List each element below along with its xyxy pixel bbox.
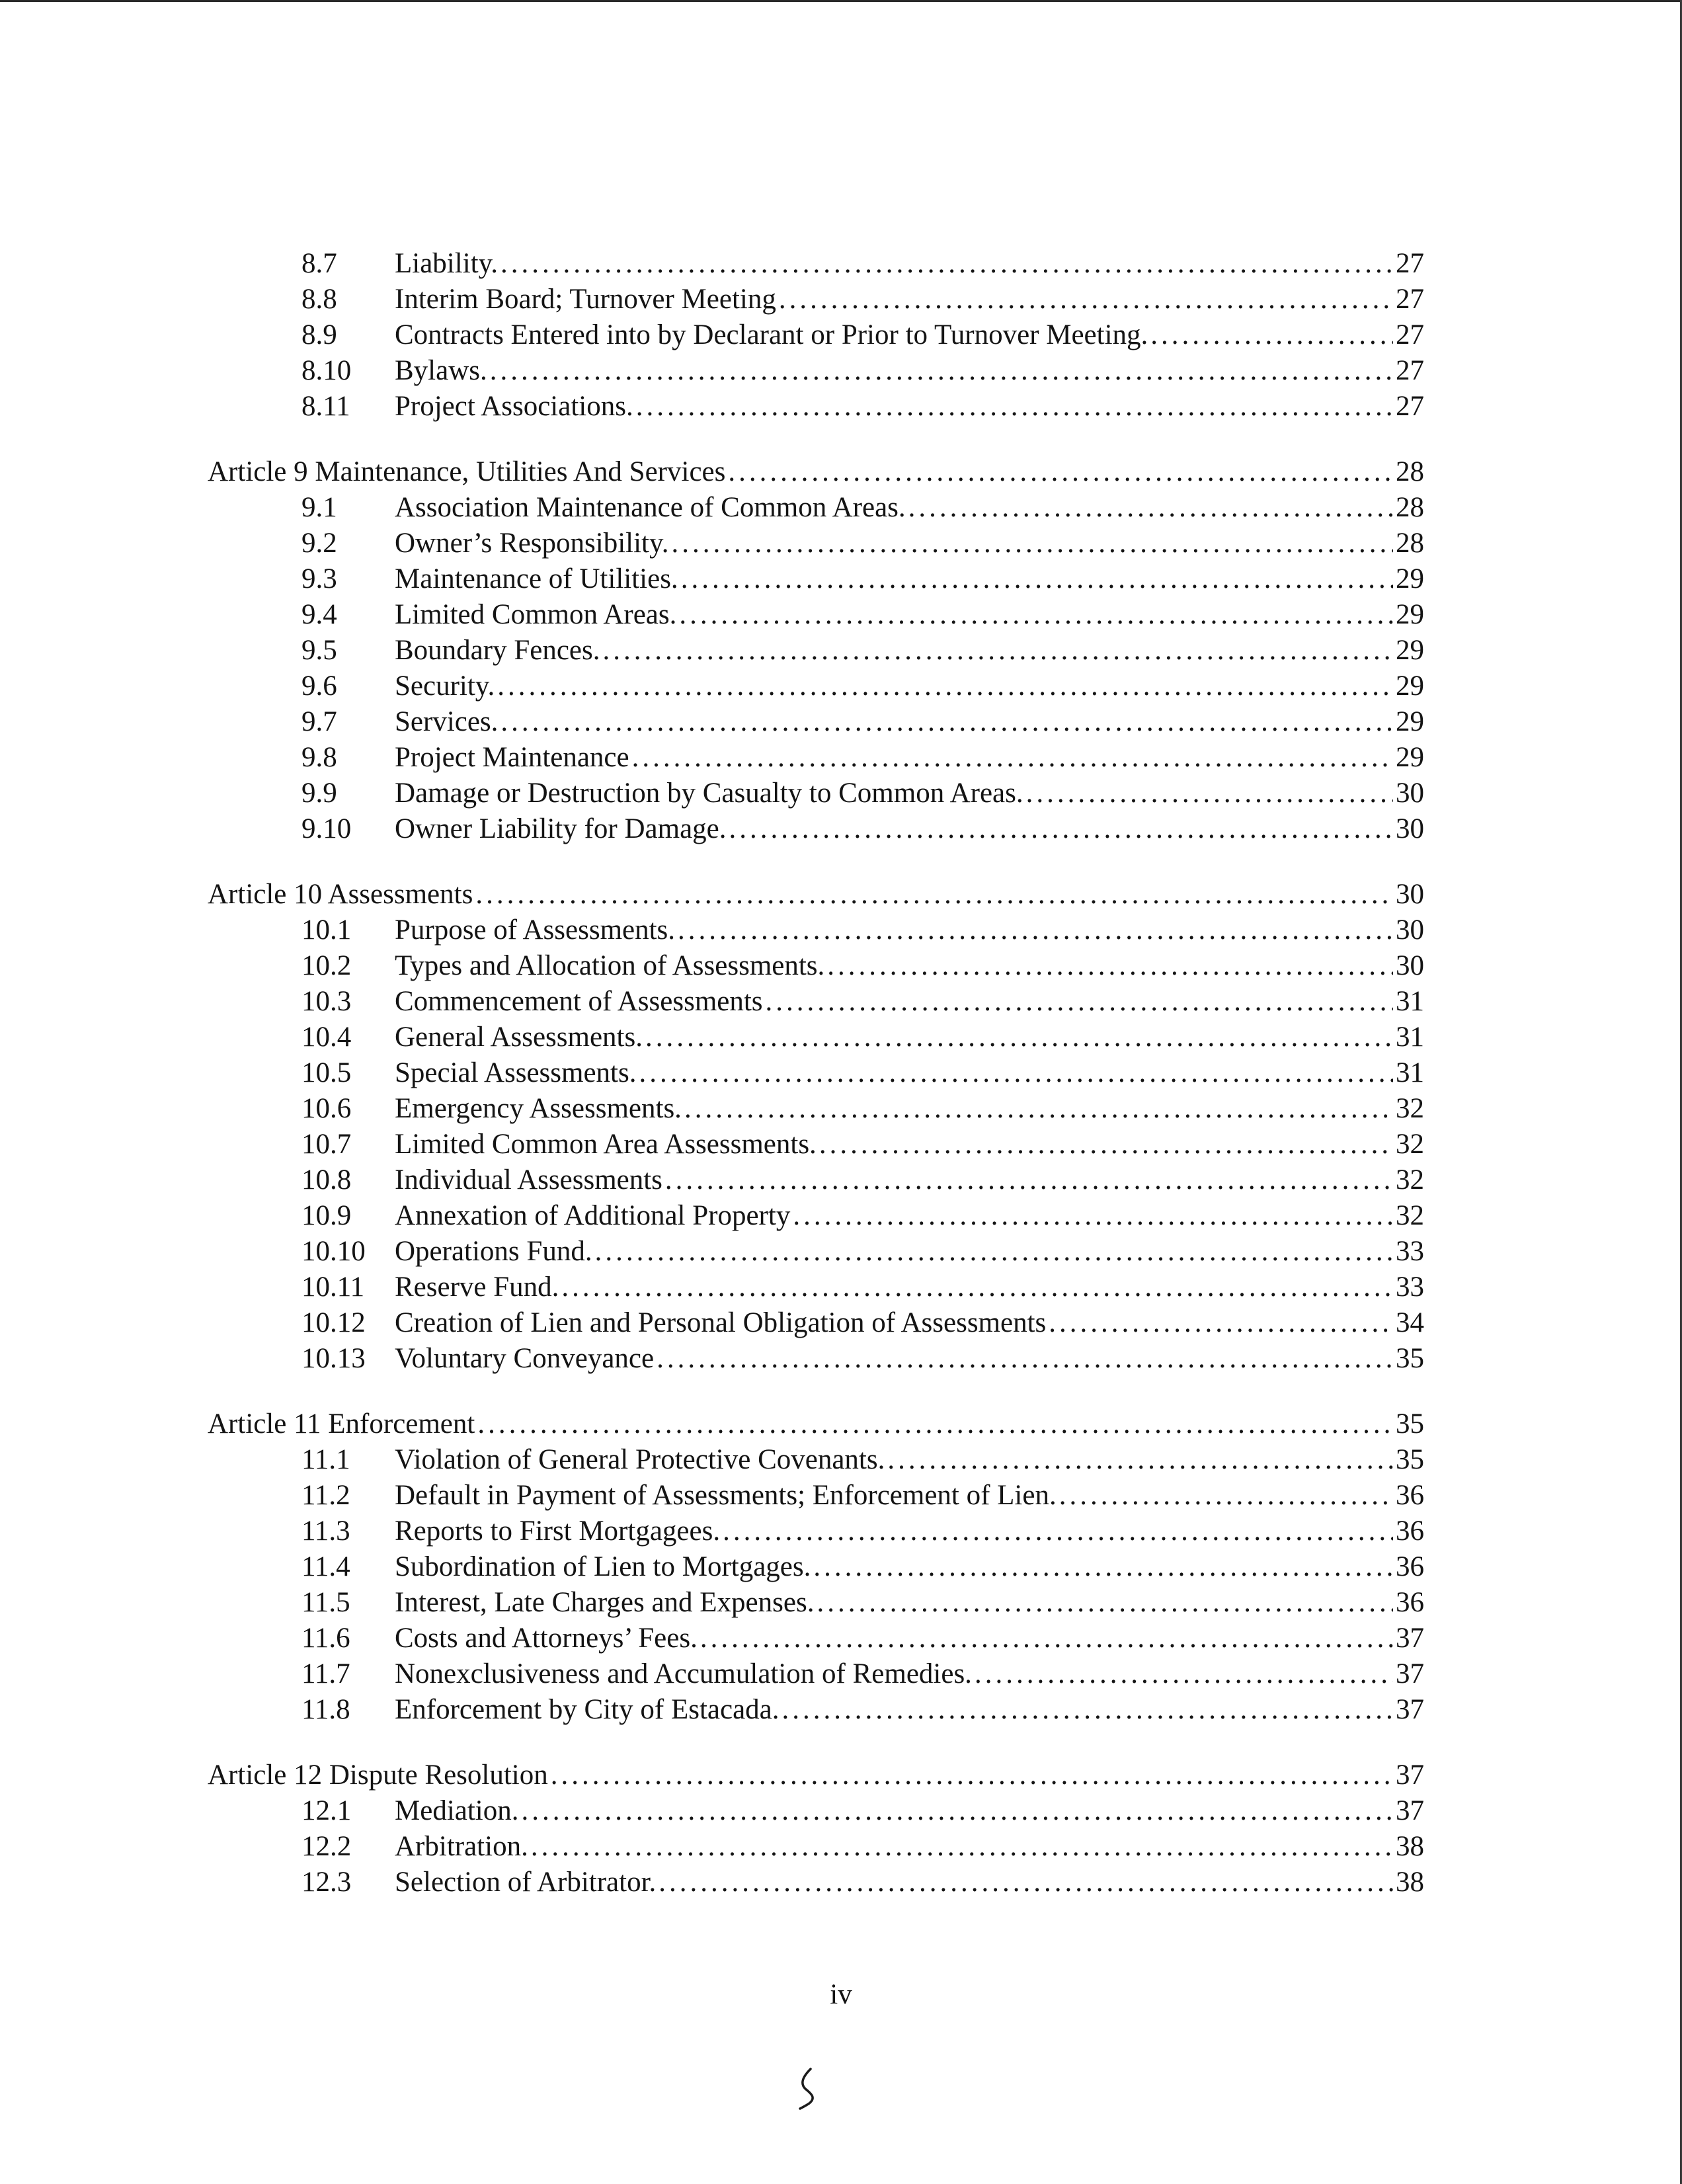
- section-title: Interest, Late Charges and Expenses.: [395, 1587, 815, 1618]
- toc-entry: [208, 633, 1424, 668]
- dot-leader: [475, 877, 1393, 912]
- article-page-number: 35: [1396, 1408, 1424, 1439]
- section-page-number: 29: [1396, 670, 1424, 702]
- section-number: 12.2: [301, 1831, 352, 1862]
- section-title: Owner Liability for Damage.: [395, 813, 727, 844]
- section-page-number: 27: [1396, 284, 1424, 315]
- section-page-number: 37: [1396, 1658, 1424, 1689]
- section-title: Purpose of Assessments.: [395, 914, 676, 946]
- article-heading: [208, 1758, 1424, 1793]
- section-number: 10.5: [301, 1057, 352, 1088]
- section-page-number: 30: [1396, 914, 1424, 946]
- dot-leader: [603, 633, 1394, 668]
- dot-leader: [813, 1549, 1393, 1585]
- section-title: Interim Board; Turnover Meeting: [395, 284, 776, 315]
- section-number: 8.9: [301, 319, 337, 350]
- dot-leader: [522, 1793, 1394, 1829]
- toc-entry: [208, 668, 1424, 704]
- section-page-number: 36: [1396, 1480, 1424, 1511]
- section-page-number: 31: [1396, 986, 1424, 1017]
- section-page-number: 27: [1396, 248, 1424, 279]
- toc-entry: [208, 246, 1424, 282]
- section-title: Annexation of Additional Property: [395, 1200, 791, 1231]
- section-page-number: 28: [1396, 492, 1424, 523]
- section-number: 11.4: [301, 1551, 350, 1582]
- toc-entry: [208, 1442, 1424, 1478]
- section-title: Project Maintenance: [395, 742, 629, 773]
- section-page-number: 32: [1396, 1093, 1424, 1124]
- toc-entry: [208, 561, 1424, 597]
- dot-leader: [678, 912, 1393, 948]
- section-page-number: 30: [1396, 813, 1424, 844]
- dot-leader: [497, 668, 1393, 704]
- section-number: 10.9: [301, 1200, 352, 1231]
- dot-leader: [477, 1406, 1393, 1442]
- section-page-number: 27: [1396, 391, 1424, 422]
- dot-leader: [659, 1865, 1393, 1900]
- section-number: 9.10: [301, 813, 352, 844]
- article-page-number: 28: [1396, 456, 1424, 487]
- section-title: Operations Fund.: [395, 1236, 592, 1267]
- toc-entry: [208, 1549, 1424, 1585]
- section-title: Services.: [395, 706, 499, 737]
- section-number: 8.10: [301, 355, 352, 386]
- section-title: Nonexclusiveness and Accumulation of Remedies.: [395, 1658, 972, 1689]
- toc-entry: [208, 353, 1424, 389]
- toc-section: [208, 877, 1424, 1377]
- toc-entry: [208, 1478, 1424, 1514]
- section-page-number: 32: [1396, 1200, 1424, 1231]
- section-number: 12.1: [301, 1795, 352, 1826]
- section-page-number: 30: [1396, 950, 1424, 981]
- article-page-number: 37: [1396, 1759, 1424, 1791]
- section-number: 11.1: [301, 1444, 350, 1475]
- dot-leader: [501, 704, 1393, 740]
- toc-entry: [208, 490, 1424, 526]
- section-page-number: 35: [1396, 1444, 1424, 1475]
- section-title: Bylaws.: [395, 355, 487, 386]
- section-title: Boundary Fences.: [395, 635, 600, 666]
- section-page-number: 35: [1396, 1343, 1424, 1374]
- section-title: Contracts Entered into by Declarant or Prior to Turnover Meeting.: [395, 319, 1148, 350]
- toc-entry: [208, 1305, 1424, 1341]
- toc-entry: [208, 1514, 1424, 1549]
- section-title: Commencement of Assessments: [395, 986, 763, 1017]
- article-title: Article 9 Maintenance, Utilities And Services: [208, 456, 726, 487]
- section-page-number: 33: [1396, 1272, 1424, 1303]
- section-number: 11.6: [301, 1623, 350, 1654]
- dot-leader: [779, 282, 1393, 317]
- section-number: 10.7: [301, 1129, 352, 1160]
- dot-leader: [1150, 317, 1393, 353]
- dot-leader: [684, 1091, 1393, 1127]
- scan-border-top: [0, 0, 1682, 2]
- toc-entry: [208, 1234, 1424, 1270]
- section-number: 11.2: [301, 1480, 350, 1511]
- section-title: Default in Payment of Assessments; Enforcement of Lien.: [395, 1480, 1057, 1511]
- dot-leader: [908, 490, 1393, 526]
- section-number: 10.3: [301, 986, 352, 1017]
- dot-leader: [681, 561, 1393, 597]
- section-page-number: 30: [1396, 778, 1424, 809]
- section-title: Arbitration.: [395, 1831, 528, 1862]
- toc-entry: [208, 1692, 1424, 1728]
- section-title: Association Maintenance of Common Areas.: [395, 492, 906, 523]
- section-page-number: 37: [1396, 1623, 1424, 1654]
- section-title: Creation of Lien and Personal Obligation of Assessments: [395, 1307, 1047, 1338]
- section-title: Limited Common Areas.: [395, 599, 677, 630]
- section-title: Damage or Destruction by Casualty to Common Areas.: [395, 778, 1023, 809]
- section-number: 9.8: [301, 742, 337, 773]
- toc-entry: [208, 1162, 1424, 1198]
- dot-leader: [827, 948, 1393, 984]
- toc-entry: [208, 740, 1424, 776]
- toc-entry: [208, 317, 1424, 353]
- section-number: 10.8: [301, 1164, 352, 1195]
- dot-leader: [657, 1341, 1393, 1377]
- section-title: Security.: [395, 670, 495, 702]
- toc-entry: [208, 1829, 1424, 1865]
- dot-leader: [501, 246, 1393, 282]
- dot-leader: [766, 984, 1393, 1020]
- section-number: 11.3: [301, 1516, 350, 1547]
- dot-leader: [729, 811, 1394, 847]
- dot-leader: [1059, 1478, 1393, 1514]
- dot-leader: [490, 353, 1393, 389]
- toc-entry: [208, 1020, 1424, 1055]
- dot-leader: [723, 1514, 1393, 1549]
- section-number: 11.5: [301, 1587, 350, 1618]
- section-title: Types and Allocation of Assessments.: [395, 950, 825, 981]
- section-title: General Assessments.: [395, 1022, 643, 1053]
- section-title: Subordination of Lien to Mortgages.: [395, 1551, 811, 1582]
- toc-entry: [208, 597, 1424, 633]
- dot-leader: [639, 1055, 1393, 1091]
- dot-leader: [632, 740, 1393, 776]
- section-title: Maintenance of Utilities.: [395, 563, 678, 594]
- section-page-number: 37: [1396, 1694, 1424, 1725]
- toc-entry: [208, 1585, 1424, 1621]
- dot-leader: [887, 1442, 1393, 1478]
- section-number: 9.2: [301, 528, 337, 559]
- section-number: 9.7: [301, 706, 337, 737]
- section-page-number: 29: [1396, 599, 1424, 630]
- toc-entry: [208, 1865, 1424, 1900]
- section-number: 10.4: [301, 1022, 352, 1053]
- section-title: Reserve Fund.: [395, 1272, 559, 1303]
- dot-leader: [645, 1020, 1393, 1055]
- dot-leader: [671, 526, 1393, 561]
- toc-entry: [208, 1656, 1424, 1692]
- section-number: 12.3: [301, 1867, 352, 1898]
- dot-leader: [975, 1656, 1393, 1692]
- section-title: Individual Assessments: [395, 1164, 662, 1195]
- section-title: Limited Common Area Assessments.: [395, 1129, 817, 1160]
- section-number: 9.4: [301, 599, 337, 630]
- section-number: 8.7: [301, 248, 337, 279]
- section-title: Owner’s Responsibility.: [395, 528, 669, 559]
- section-number: 10.11: [301, 1272, 365, 1303]
- section-page-number: 27: [1396, 319, 1424, 350]
- section-title: Mediation.: [395, 1795, 519, 1826]
- section-page-number: 31: [1396, 1022, 1424, 1053]
- section-title: Enforcement by City of Estacada.: [395, 1694, 780, 1725]
- article-heading: [208, 877, 1424, 912]
- section-page-number: 29: [1396, 563, 1424, 594]
- toc-section: [208, 454, 1424, 847]
- section-title: Violation of General Protective Covenants.: [395, 1444, 885, 1475]
- section-page-number: 29: [1396, 706, 1424, 737]
- dot-leader: [728, 454, 1393, 490]
- section-number: 10.2: [301, 950, 352, 981]
- article-heading: [208, 454, 1424, 490]
- section-number: 10.10: [301, 1236, 366, 1267]
- toc-entry: [208, 811, 1424, 847]
- section-page-number: 27: [1396, 355, 1424, 386]
- section-number: 11.7: [301, 1658, 350, 1689]
- section-number: 9.9: [301, 778, 337, 809]
- dot-leader: [636, 389, 1393, 425]
- section-page-number: 29: [1396, 742, 1424, 773]
- dot-leader: [793, 1198, 1393, 1234]
- dot-leader: [782, 1692, 1394, 1728]
- table-of-contents: [208, 246, 1424, 1930]
- section-title: Selection of Arbitrator.: [395, 1867, 657, 1898]
- toc-entry: [208, 1270, 1424, 1305]
- section-page-number: 38: [1396, 1831, 1424, 1862]
- dot-leader: [551, 1758, 1393, 1793]
- dot-leader: [665, 1162, 1393, 1198]
- toc-section: [208, 1758, 1424, 1900]
- toc-entry: [208, 526, 1424, 561]
- section-number: 10.13: [301, 1343, 366, 1374]
- article-title: Article 12 Dispute Resolution: [208, 1759, 548, 1791]
- section-title: Voluntary Conveyance: [395, 1343, 655, 1374]
- section-page-number: 36: [1396, 1587, 1424, 1618]
- section-page-number: 31: [1396, 1057, 1424, 1088]
- article-heading: [208, 1406, 1424, 1442]
- toc-entry: [208, 1198, 1424, 1234]
- section-page-number: 36: [1396, 1516, 1424, 1547]
- section-page-number: 33: [1396, 1236, 1424, 1267]
- toc-entry: [208, 1127, 1424, 1162]
- toc-entry: [208, 1055, 1424, 1091]
- section-number: 9.3: [301, 563, 337, 594]
- section-number: 9.6: [301, 670, 337, 702]
- dot-leader: [679, 597, 1393, 633]
- dot-leader: [817, 1585, 1393, 1621]
- section-number: 11.8: [301, 1694, 350, 1725]
- section-page-number: 32: [1396, 1129, 1424, 1160]
- article-page-number: 30: [1396, 879, 1424, 910]
- toc-entry: [208, 704, 1424, 740]
- toc-entry: [208, 912, 1424, 948]
- toc-entry: [208, 282, 1424, 317]
- section-page-number: 32: [1396, 1164, 1424, 1195]
- dot-leader: [1026, 776, 1393, 811]
- section-page-number: 34: [1396, 1307, 1424, 1338]
- section-number: 10.12: [301, 1307, 366, 1338]
- dot-leader: [595, 1234, 1393, 1270]
- dot-leader: [700, 1621, 1393, 1656]
- toc-entry: [208, 1793, 1424, 1829]
- toc-section: [208, 1406, 1424, 1728]
- toc-entry: [208, 1621, 1424, 1656]
- section-page-number: 28: [1396, 528, 1424, 559]
- section-number: 9.5: [301, 635, 337, 666]
- section-page-number: 38: [1396, 1867, 1424, 1898]
- toc-entry: [208, 1091, 1424, 1127]
- section-title: Reports to First Mortgagees.: [395, 1516, 721, 1547]
- section-number: 10.6: [301, 1093, 352, 1124]
- handwritten-initial-mark: [780, 2060, 833, 2113]
- dot-leader: [531, 1829, 1393, 1865]
- page-number: iv: [830, 1979, 852, 2010]
- dot-leader: [819, 1127, 1393, 1162]
- article-title: Article 11 Enforcement: [208, 1408, 475, 1439]
- toc-entry: [208, 389, 1424, 425]
- section-title: Costs and Attorneys’ Fees.: [395, 1623, 698, 1654]
- toc-entry: [208, 776, 1424, 811]
- toc-entry: [208, 1341, 1424, 1377]
- section-page-number: 29: [1396, 635, 1424, 666]
- section-title: Special Assessments.: [395, 1057, 637, 1088]
- section-page-number: 37: [1396, 1795, 1424, 1826]
- section-title: Project Associations.: [395, 391, 633, 422]
- dot-leader: [561, 1270, 1393, 1305]
- section-number: 9.1: [301, 492, 337, 523]
- section-number: 8.8: [301, 284, 337, 315]
- section-number: 10.1: [301, 914, 352, 946]
- toc-entry: [208, 984, 1424, 1020]
- toc-section: [208, 246, 1424, 425]
- section-page-number: 36: [1396, 1551, 1424, 1582]
- dot-leader: [1049, 1305, 1393, 1341]
- section-number: 8.11: [301, 391, 350, 422]
- section-title: Liability.: [395, 248, 499, 279]
- section-title: Emergency Assessments.: [395, 1093, 682, 1124]
- toc-entry: [208, 948, 1424, 984]
- article-title: Article 10 Assessments: [208, 879, 473, 910]
